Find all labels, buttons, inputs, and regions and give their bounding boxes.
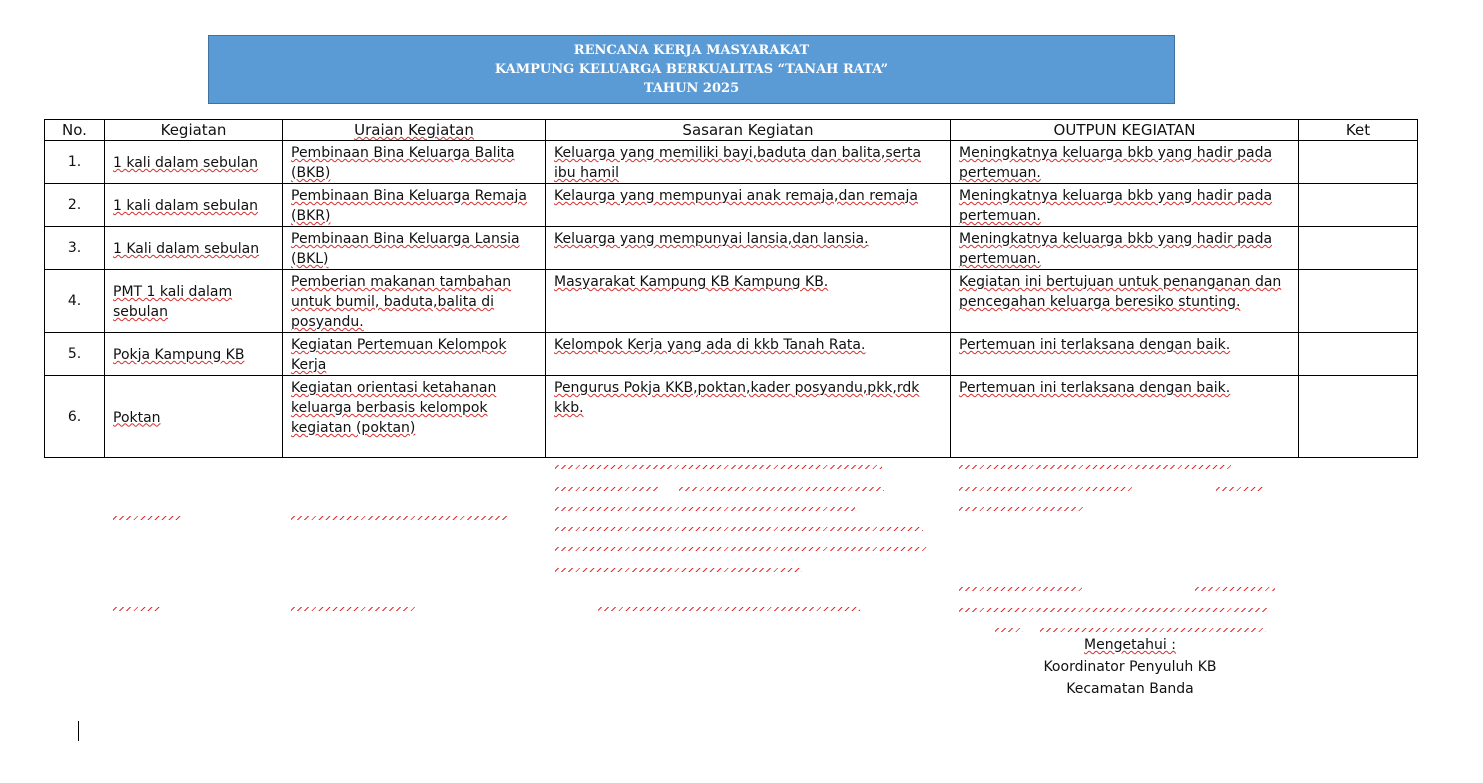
cell-uraian[interactable]: Pembinaan Bina Keluarga Balita (BKB)	[283, 141, 546, 184]
cell-uraian[interactable]: Kegiatan Pertemuan Kelompok Kerja	[283, 333, 546, 376]
cell-sasaran[interactable]: Keluarga yang mempunyai lansia,dan lansia.	[546, 227, 951, 270]
header-kegiatan: Kegiatan	[105, 120, 283, 141]
header-no: No.	[45, 120, 105, 141]
spellcheck-squiggle	[555, 465, 882, 469]
table-row	[45, 141, 1418, 184]
cell-ket[interactable]	[1299, 184, 1418, 227]
cell-ket[interactable]	[1299, 227, 1418, 270]
spellcheck-squiggle	[959, 507, 1084, 511]
cell-output[interactable]: Kegiatan ini bertujuan untuk penanganan dan pencegahan keluarga beresiko stunting.	[951, 270, 1299, 333]
spellcheck-squiggle	[598, 607, 860, 611]
cell-kegiatan[interactable]: 1 kali dalam sebulan	[105, 184, 283, 227]
signature-acknowledged: Mengetahui :	[1084, 637, 1176, 653]
signature-district: Kecamatan Banda	[1066, 681, 1194, 697]
spellcheck-squiggle	[291, 607, 416, 611]
work-plan-table	[44, 119, 1418, 458]
cell-output[interactable]: Meningkatnya keluarga bkb yang hadir pada pertemuan.	[951, 227, 1299, 270]
spellcheck-squiggle	[555, 527, 923, 531]
cell-sasaran[interactable]: Keluarga yang memiliki bayi,baduta dan balita,serta ibu hamil	[546, 141, 951, 184]
spellcheck-squiggle	[113, 607, 161, 611]
header-uraian: Uraian Kegiatan	[283, 120, 546, 141]
text-cursor	[78, 721, 79, 741]
header-output: OUTPUN KEGIATAN	[951, 120, 1299, 141]
cell-kegiatan[interactable]: Poktan	[105, 376, 283, 458]
table-row	[45, 184, 1418, 227]
cell-uraian[interactable]: Kegiatan orientasi ketahanan keluarga berbasis kelompok kegiatan (poktan)	[283, 376, 546, 458]
spellcheck-squiggle	[959, 608, 1267, 612]
spellcheck-squiggle	[995, 628, 1023, 632]
cell-output[interactable]: Pertemuan ini terlaksana dengan baik.	[951, 376, 1299, 458]
banner-title-line1: RENCANA KERJA MASYARAKAT	[573, 43, 810, 58]
spellcheck-squiggle	[291, 516, 509, 520]
spellcheck-squiggle	[555, 487, 660, 491]
cell-sasaran[interactable]: Kelaurga yang mempunyai anak remaja,dan remaja	[546, 184, 951, 227]
spellcheck-squiggle	[959, 487, 1132, 491]
spellcheck-squiggle	[679, 487, 884, 491]
cell-ket[interactable]	[1299, 333, 1418, 376]
cell-uraian[interactable]: Pembinaan Bina Keluarga Remaja (BKR)	[283, 184, 546, 227]
spellcheck-squiggle	[1195, 587, 1275, 591]
cell-sasaran[interactable]: Masyarakat Kampung KB Kampung KB.	[546, 270, 951, 333]
cell-no[interactable]: 1.	[45, 141, 105, 184]
cell-ket[interactable]	[1299, 141, 1418, 184]
spellcheck-squiggle	[113, 516, 181, 520]
cell-kegiatan[interactable]: Pokja Kampung KB	[105, 333, 283, 376]
spellcheck-squiggle	[959, 465, 1231, 469]
table-row	[45, 376, 1418, 458]
cell-uraian[interactable]: Pemberian makanan tambahan untuk bumil, baduta,balita di posyandu.	[283, 270, 546, 333]
header-ket: Ket	[1299, 120, 1418, 141]
cell-ket[interactable]	[1299, 270, 1418, 333]
banner-title-line2: KAMPUNG KELUARGA BERKUALITAS “TANAH RATA”	[494, 62, 889, 77]
cell-sasaran[interactable]: Kelompok Kerja yang ada di kkb Tanah Rata.	[546, 333, 951, 376]
spellcheck-squiggle	[555, 547, 927, 551]
cell-uraian[interactable]: Pembinaan Bina Keluarga Lansia (BKL)	[283, 227, 546, 270]
header-sasaran: Sasaran Kegiatan	[546, 120, 951, 141]
cell-ket[interactable]	[1299, 376, 1418, 458]
spellcheck-squiggle	[959, 587, 1082, 591]
cell-output[interactable]: Meningkatnya keluarga bkb yang hadir pada pertemuan.	[951, 141, 1299, 184]
cell-no[interactable]: 5.	[45, 333, 105, 376]
banner-title-line3: TAHUN 2025	[643, 81, 740, 96]
cell-output[interactable]: Pertemuan ini terlaksana dengan baik.	[951, 333, 1299, 376]
spellcheck-squiggle	[1216, 487, 1264, 491]
cell-kegiatan[interactable]: PMT 1 kali dalam sebulan	[105, 270, 283, 333]
cell-no[interactable]: 2.	[45, 184, 105, 227]
cell-no[interactable]: 4.	[45, 270, 105, 333]
signature-title: Koordinator Penyuluh KB	[1043, 659, 1217, 675]
cell-output[interactable]: Meningkatnya keluarga bkb yang hadir pada pertemuan.	[951, 184, 1299, 227]
spellcheck-squiggle	[555, 568, 802, 572]
cell-sasaran[interactable]: Pengurus Pokja KKB,poktan,kader posyandu,pkk,rdk kkb.	[546, 376, 951, 458]
table-header-row	[45, 120, 1418, 141]
spellcheck-squiggle	[1040, 628, 1266, 632]
title-banner	[208, 35, 1175, 104]
spellcheck-squiggle	[555, 507, 855, 511]
cell-no[interactable]: 6.	[45, 376, 105, 458]
cell-no[interactable]: 3.	[45, 227, 105, 270]
cell-kegiatan[interactable]: 1 Kali dalam sebulan	[105, 227, 283, 270]
table-row	[45, 227, 1418, 270]
cell-kegiatan[interactable]: 1 kali dalam sebulan	[105, 141, 283, 184]
table-row	[45, 333, 1418, 376]
signature-block	[1005, 634, 1255, 700]
table-row	[45, 270, 1418, 333]
